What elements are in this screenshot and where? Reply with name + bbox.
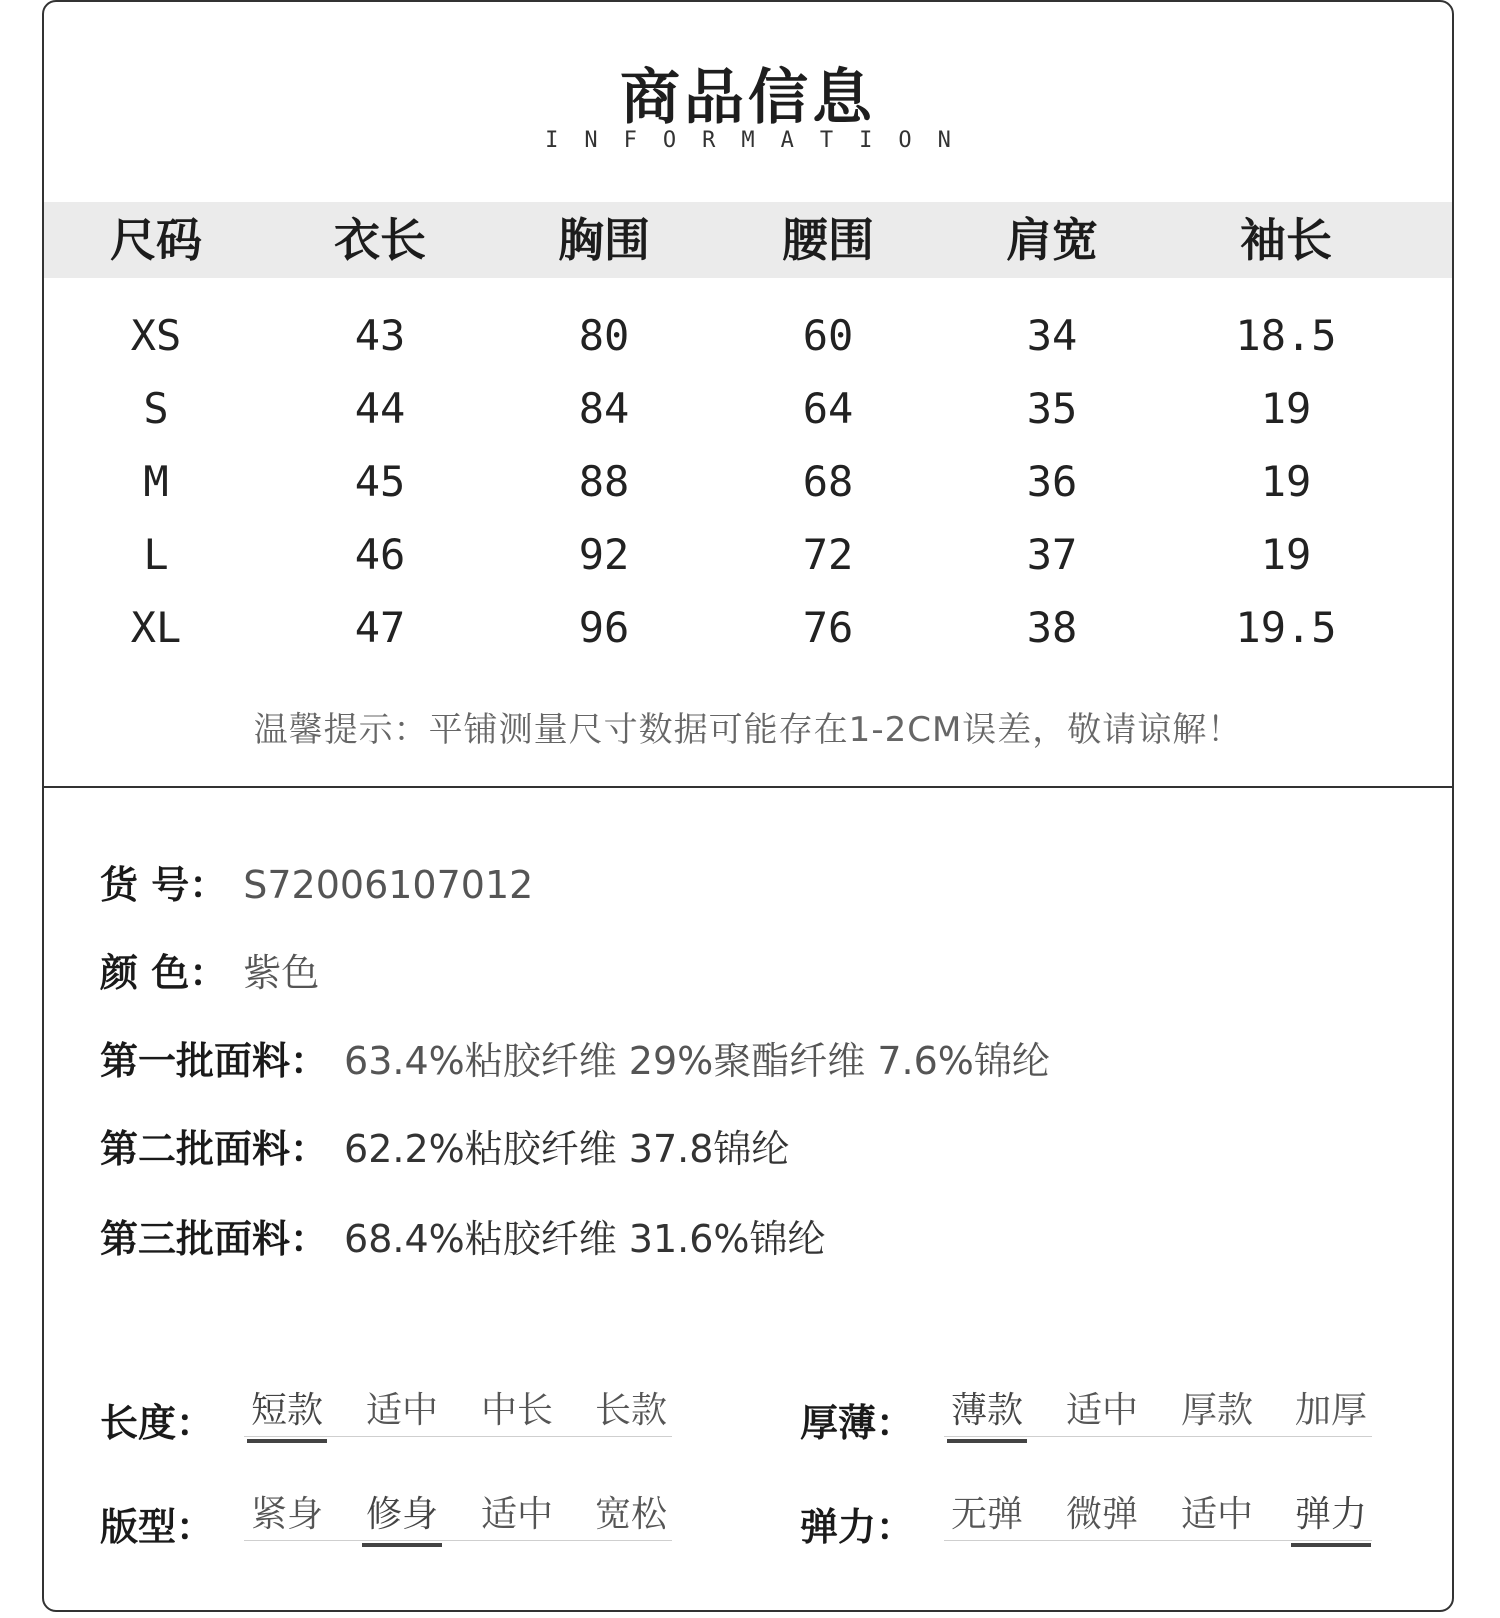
table-cell: 46 — [354, 530, 406, 579]
table-cell: 19 — [1260, 530, 1312, 579]
table-cell: 36 — [1026, 457, 1078, 506]
length-option-mid-long: 中长 — [480, 1390, 553, 1431]
elasticity-option-slight: 微弹 — [1065, 1494, 1138, 1535]
table-cell: 47 — [354, 603, 406, 652]
table-cell: 96 — [578, 603, 630, 652]
table-cell: 88 — [578, 457, 630, 506]
color-value: 紫色 — [243, 951, 320, 995]
thickness-option-extra-thick: 加厚 — [1294, 1390, 1367, 1431]
fabric-batch-2-line — [100, 1118, 789, 1173]
length-attribute — [100, 1382, 720, 1445]
table-cell: 68 — [802, 457, 854, 506]
thickness-option-medium: 适中 — [1065, 1390, 1138, 1431]
color-line — [100, 942, 319, 997]
item-number-line — [100, 854, 533, 909]
thickness-label: 厚薄： — [800, 1401, 915, 1445]
fit-label: 版型： — [100, 1505, 215, 1549]
table-cell: XL — [130, 603, 182, 652]
size-table-header — [44, 202, 1452, 278]
table-cell: 92 — [578, 530, 630, 579]
length-option-short: 短款 — [247, 1382, 327, 1443]
table-cell: 19 — [1260, 384, 1312, 433]
fabric-batch-1-line — [100, 1030, 1050, 1085]
header-sleeve: 袖长 — [1240, 213, 1332, 267]
table-cell: XS — [130, 311, 182, 360]
thickness-attribute — [800, 1382, 1420, 1445]
table-row — [44, 371, 1452, 447]
table-row — [44, 298, 1452, 374]
fabric-batch-1-value: 63.4%粘胶纤维 29%聚酯纤维 7.6%锦纶 — [344, 1039, 1050, 1083]
table-cell: L — [143, 530, 169, 579]
item-number-value: S72006107012 — [243, 863, 534, 907]
section-divider — [44, 786, 1452, 788]
fabric-batch-3-line — [100, 1208, 826, 1263]
measurement-notice: 温馨提示：平铺测量尺寸数据可能存在1-2CM误差，敬请谅解！ — [253, 710, 1243, 750]
table-cell: 60 — [802, 311, 854, 360]
table-row — [44, 444, 1452, 520]
table-cell: 18.5 — [1235, 311, 1337, 360]
table-cell: 38 — [1026, 603, 1078, 652]
elasticity-label: 弹力： — [800, 1505, 915, 1549]
fabric-batch-2-label: 第二批面料： — [100, 1127, 329, 1171]
table-cell: 19.5 — [1235, 603, 1337, 652]
elasticity-option-stretch: 弹力 — [1291, 1486, 1371, 1547]
table-cell: 37 — [1026, 530, 1078, 579]
table-row — [44, 517, 1452, 593]
header-chest: 胸围 — [558, 213, 650, 267]
header-length: 衣长 — [334, 213, 426, 267]
table-cell: 84 — [578, 384, 630, 433]
page-subtitle: INFORMATION — [545, 128, 977, 153]
table-cell: 44 — [354, 384, 406, 433]
table-cell: M — [143, 457, 169, 506]
table-cell: S — [143, 384, 169, 433]
header-shoulder: 肩宽 — [1006, 213, 1098, 267]
table-cell: 19 — [1260, 457, 1312, 506]
header-waist: 腰围 — [782, 213, 874, 267]
page-title: 商品信息 — [620, 63, 876, 133]
table-cell: 34 — [1026, 311, 1078, 360]
length-option-long: 长款 — [594, 1390, 667, 1431]
elasticity-attribute — [800, 1486, 1420, 1549]
elasticity-option-none: 无弹 — [950, 1494, 1023, 1535]
fabric-batch-3-label: 第三批面料： — [100, 1217, 329, 1261]
product-info-card — [42, 0, 1454, 1612]
fit-option-loose: 宽松 — [594, 1494, 667, 1535]
fabric-batch-1-label: 第一批面料： — [100, 1039, 329, 1083]
fabric-batch-2-value: 62.2%粘胶纤维 37.8锦纶 — [344, 1127, 790, 1171]
table-cell: 45 — [354, 457, 406, 506]
fit-option-slim: 修身 — [362, 1486, 442, 1547]
elasticity-option-medium: 适中 — [1180, 1494, 1253, 1535]
table-cell: 35 — [1026, 384, 1078, 433]
fit-option-regular: 适中 — [480, 1494, 553, 1535]
table-cell: 72 — [802, 530, 854, 579]
fabric-batch-3-value: 68.4%粘胶纤维 31.6%锦纶 — [344, 1217, 826, 1261]
table-cell: 64 — [802, 384, 854, 433]
length-option-medium: 适中 — [365, 1390, 438, 1431]
table-row — [44, 590, 1452, 666]
thickness-option-thin: 薄款 — [947, 1382, 1027, 1443]
table-cell: 80 — [578, 311, 630, 360]
table-cell: 76 — [802, 603, 854, 652]
length-label: 长度： — [100, 1401, 215, 1445]
thickness-option-thick: 厚款 — [1180, 1390, 1253, 1431]
table-cell: 43 — [354, 311, 406, 360]
fit-option-tight: 紧身 — [250, 1494, 323, 1535]
item-number-label: 货 号： — [100, 863, 228, 907]
fit-attribute — [100, 1486, 720, 1549]
header-size: 尺码 — [110, 213, 202, 267]
color-label: 颜 色： — [100, 951, 228, 995]
